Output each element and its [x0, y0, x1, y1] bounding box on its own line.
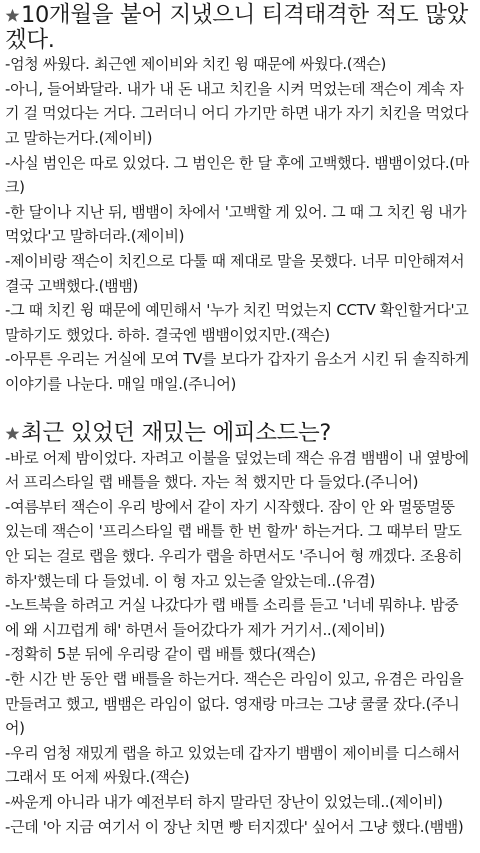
paragraph: -제이비랑 잭슨이 치킨으로 다툴 때 제대로 말을 못했다. 너무 미안해져서 결국 고백했다.(뱀뱀) — [5, 251, 465, 295]
paragraph: -근데 '아 지금 여기서 이 장난 치면 빵 터지겠다' 싶어서 그냥 했다.(뱀뱀) — [5, 817, 464, 836]
paragraph: -싸운게 아니라 내가 예전부터 하지 말라던 장난이 있었는데..(제이비) — [5, 793, 443, 811]
paragraph: -아무튼 우리는 거실에 모여 TV를 보다가 갑자기 음소거 시킨 뒤 솔직하게 이야기를 나눈다. 매일 매일.(주니어) — [5, 350, 469, 393]
paragraph: -한 시간 반 동안 랩 배틀을 하는거다. 잭슨은 라임이 있고, 유겸은 라임을 만들려고 했고, 뱀뱀은 라임이 없다. 영재랑 마크는 그냥 쿨쿨 잤다.(주니어) — [5, 670, 464, 738]
section-recent-episode — [5, 421, 471, 839]
paragraph: -여름부터 잭슨이 우리 방에서 같이 자기 시작했다. 잠이 안 와 멀뚱멀뚱 있는데 잭슨이 '프리스타일 랩 배틀 한 번 할까' 하는거다. 그 때부터 말도 안 되는 걸로 랩을 했다. 우리가 랩을 하면서도 '주니어 형 깨겠다. 조용히 하자'했는데 다 들었네. 이 형 자고 있는줄 알았는데..(유겸) — [5, 497, 463, 590]
section-heading — [5, 3, 471, 52]
paragraph: -정확히 5분 뒤에 우리랑 같이 랩 배틀 했다(잭슨) — [5, 645, 316, 664]
paragraph: -사실 범인은 따로 있었다. 그 범인은 한 달 후에 고백했다. 뱀뱀이었다.(마크) — [5, 153, 469, 197]
section-heading-text: 최근 있었던 재밌는 에피소드는? — [21, 420, 332, 447]
paragraph: -아니, 들어봐달라. 내가 내 돈 내고 치킨을 시켜 먹었는데 잭슨이 계속 자기 걸 먹었다는 거다. 그러더니 어디 가기만 하면 내가 자기 치킨을 먹었다고 말하는거다.(제이비) — [5, 79, 469, 147]
paragraph: -바로 어제 밤이었다. 자려고 이불을 덮었는데 잭슨 유겸 뱀뱀이 내 옆방에서 프리스타일 랩 배틀을 했다. 자는 척 했지만 다 들었다.(주니어) — [5, 448, 469, 492]
section-chicken-fight — [5, 3, 471, 397]
paragraph: -노트북을 하려고 거실 나갔다가 랩 배틀 소리를 듣고 '너네 뭐하냐. 밤중에 왜 시끄럽게 해' 하면서 들어갔다가 제가 거기서..(제이비) — [5, 596, 459, 639]
paragraph: -우리 엄청 재밌게 랩을 하고 있었는데 갑자기 뱀뱀이 제이비를 디스해서 그래서 또 어제 싸웠다.(잭슨) — [5, 743, 460, 787]
paragraph: -엄청 싸웠다. 최근엔 제이비와 치킨 윙 때문에 싸웠다.(잭슨) — [5, 55, 387, 74]
paragraph: -한 달이나 지난 뒤, 뱀뱀이 차에서 '고백할 게 있어. 그 때 그 치킨 윙 내가 먹었다'고 말하더라.(제이비) — [5, 202, 467, 246]
star-icon — [5, 8, 20, 23]
section-heading — [5, 421, 471, 446]
section-spacer — [5, 397, 471, 422]
paragraph: -그 때 치킨 윙 때문에 예민해서 '누가 치킨 먹었는지 CCTV 확인할거다'고 말하기도 했었다. 하하. 결국엔 뱀뱀이었지만.(잭슨) — [5, 301, 469, 344]
section-heading-text: 10개월을 붙어 지냈으니 티격태격한 적도 많았겠다. — [5, 2, 468, 53]
star-icon — [5, 426, 20, 441]
